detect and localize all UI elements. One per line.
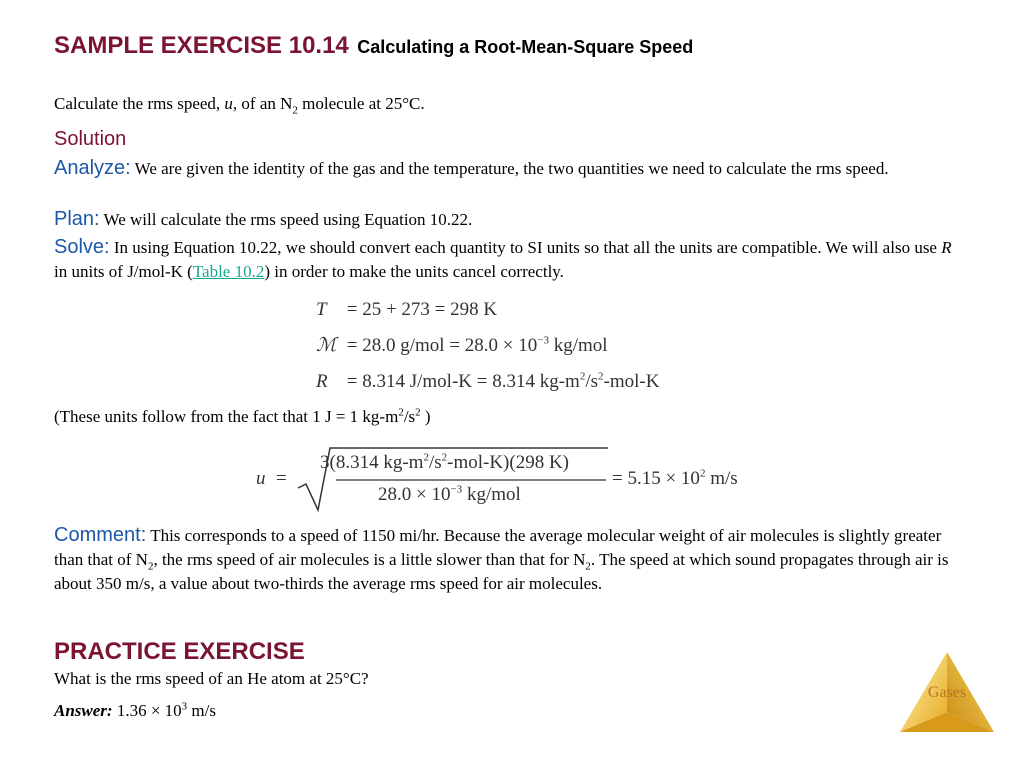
rms-speed-equation	[256, 444, 776, 514]
exercise-label: SAMPLE EXERCISE 10.14	[54, 32, 349, 59]
page-title	[54, 32, 693, 60]
unit-conversions	[316, 298, 659, 406]
answer-label: Answer:	[54, 701, 113, 720]
comment-label: Comment:	[54, 524, 147, 546]
gases-nav-label[interactable]: Gases	[927, 684, 967, 701]
rms-lhs: u	[256, 468, 266, 489]
problem-statement: Calculate the rms speed, u, of an $N_2$ molecule at 25°C.	[54, 94, 425, 117]
practice-answer: Answer: $1.36 \times 10^3$ m/s	[54, 700, 216, 720]
analyze-label: Analyze:	[54, 157, 131, 179]
rms-equals: =	[276, 468, 287, 489]
solution-heading: Solution	[54, 128, 127, 150]
rms-numerator: 3(8.314 $kg-m^2/s^2-mol-K)(298$ K)	[320, 451, 570, 473]
molar-mass-equation: ℳ = 28.0 $g/mol = 28.0 \times 10^{-3}$ kg/mol	[316, 334, 608, 356]
solve-section: Solve: In using Equation 10.22, we should convert each quantity to SI units so that all the units are compatible. We will also use R in units of J/mol-K (Table 10.2) in order to make the units cancel correctly.	[54, 236, 952, 281]
rms-result: = $5.15 \times 10^2$ m/s	[612, 467, 738, 489]
exercise-subtitle: Calculating a Root-Mean-Square Speed	[357, 37, 694, 57]
rms-denominator: $28.0 \times 10^{-3}$ kg/mol	[378, 483, 521, 505]
gas-constant-equation: R = 8.314 J/mol-K = 8.314 $kg-m^2/s^2-mol-K$	[316, 370, 660, 392]
solve-label: Solve:	[54, 236, 110, 258]
temperature-equation: T = 25 + 273 = 298 K	[316, 299, 498, 320]
practice-heading: PRACTICE EXERCISE	[54, 638, 305, 665]
units-note: (These units follow from the fact that 1 J = 1 $kg-m^2/s^2$ )	[54, 406, 431, 426]
table-10-2-link[interactable]: Table 10.2	[192, 262, 265, 281]
practice-question: What is the rms speed of an He atom at 25°C?	[54, 669, 369, 688]
comment-section: Comment: This corresponds to a speed of 1150 mi/hr. Because the average molecular weight of air molecules is slightly greater than that of $N_2$, the rms speed of air molecules is a little slower than that for $N_2$. The speed at which sound propagates through air is about 350 m/s, a value about two-thirds the average rms speed for air molecules.	[54, 524, 949, 593]
plan-label: Plan:	[54, 208, 100, 230]
plan-section: Plan: We will calculate the rms speed using Equation 10.22.	[54, 208, 473, 230]
analyze-section: Analyze: We are given the identity of the gas and the temperature, the two quantities we need to calculate the rms speed.	[54, 157, 889, 179]
